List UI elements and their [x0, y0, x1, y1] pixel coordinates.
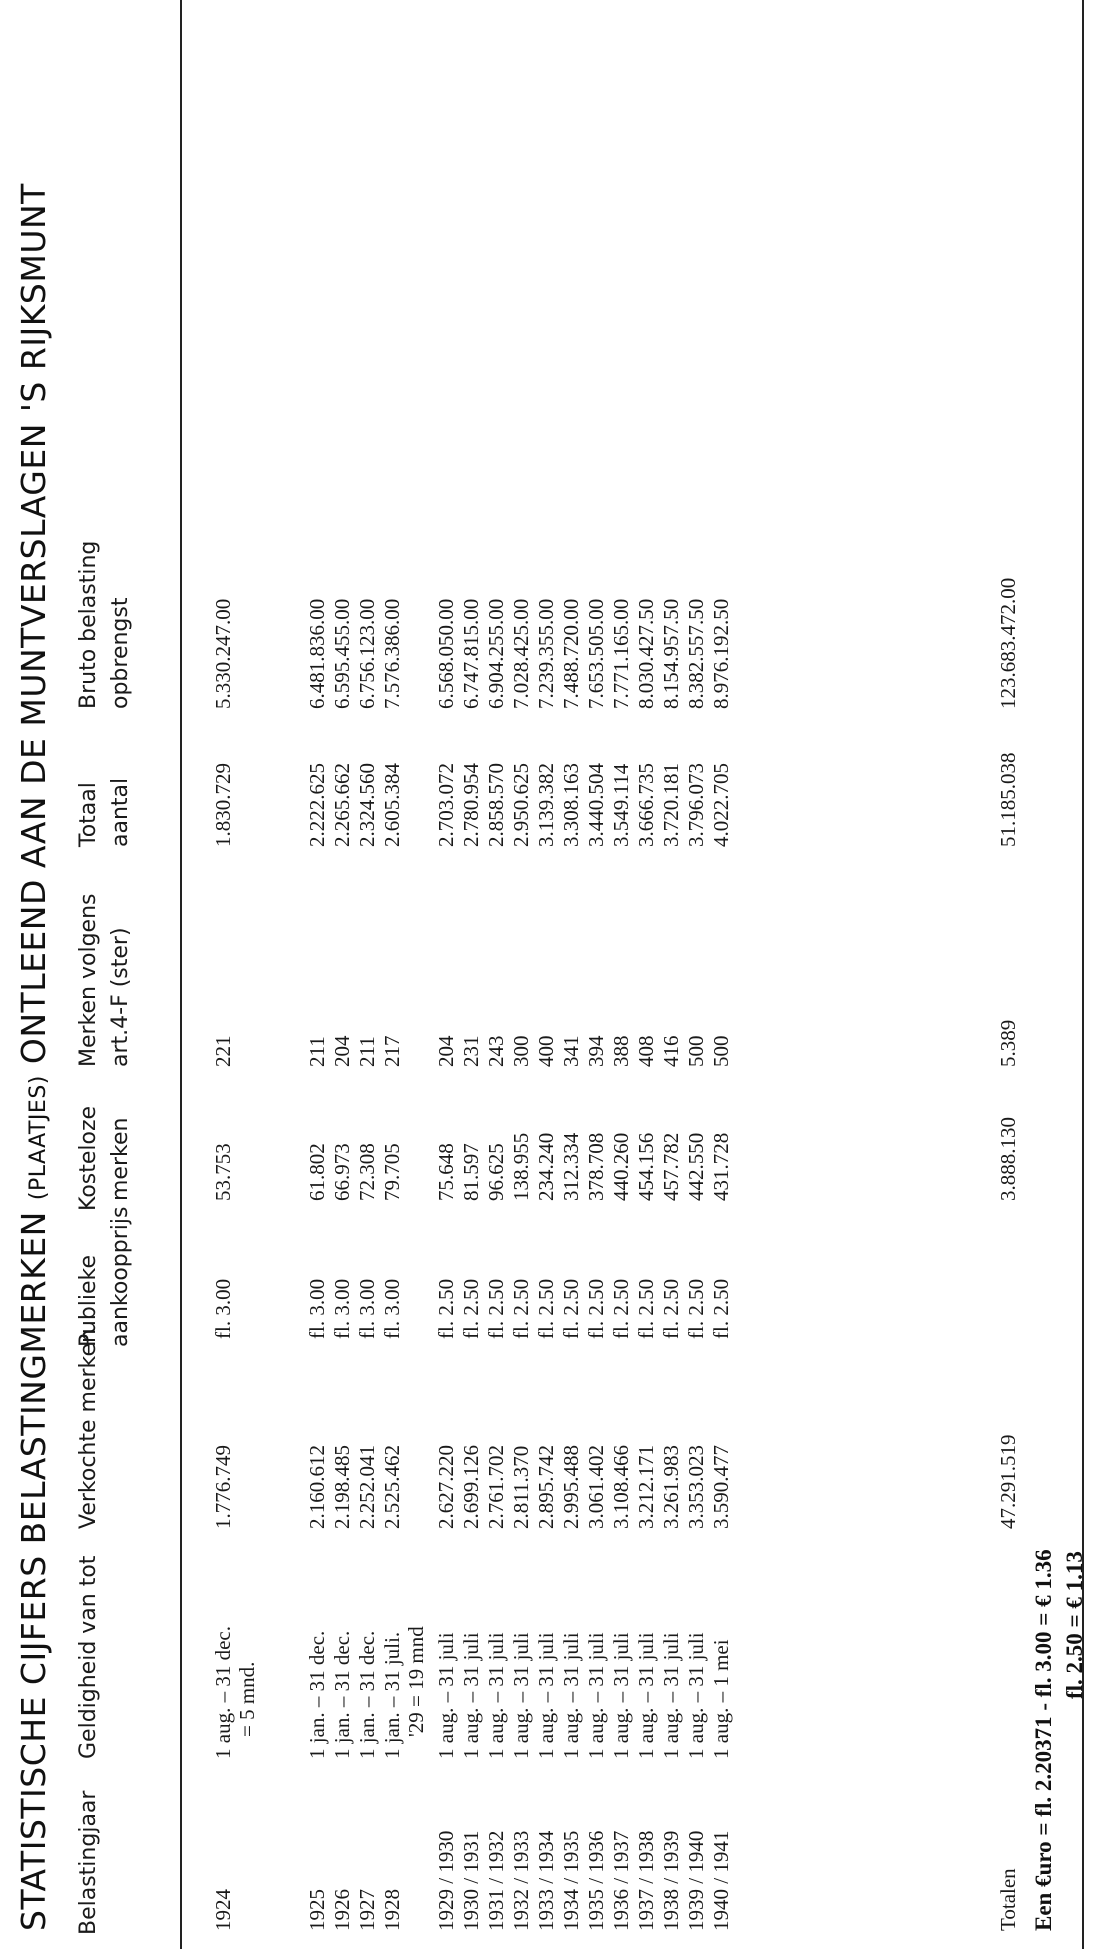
cell-validity: 1 aug. – 1 mei — [709, 1639, 733, 1759]
cell-total: 3.308.163 — [559, 763, 583, 847]
cell-year: 1926 — [330, 1889, 354, 1931]
cell-art: 416 — [659, 1035, 683, 1067]
cell-art: 500 — [709, 1035, 733, 1067]
cell-total: 1.830.729 — [211, 763, 235, 847]
cell-price: fl. 3.00 — [211, 1278, 235, 1339]
cell-total: 3.720.181 — [659, 763, 683, 847]
cell-free: 53.753 — [211, 1143, 235, 1201]
cell-sold: 2.811.370 — [509, 1445, 533, 1529]
cell-total: 2.780.954 — [459, 763, 483, 847]
cell-total: 2.703.072 — [434, 763, 458, 847]
cell-sold: 1.776.749 — [211, 1445, 235, 1529]
cell-price: fl. 3.00 — [355, 1278, 379, 1339]
cell-art: 221 — [211, 1035, 235, 1067]
cell-sold: 2.995.488 — [559, 1445, 583, 1529]
cell-total: 3.440.504 — [584, 763, 608, 847]
header-sold: Verkochte merken — [76, 1329, 101, 1529]
page-title — [14, 183, 53, 1931]
cell-sold: 3.061.402 — [584, 1445, 608, 1529]
cell-total: 3.549.114 — [609, 763, 633, 847]
cell-free: 81.597 — [459, 1143, 483, 1201]
cell-art: 204 — [434, 1035, 458, 1067]
cell-art: 341 — [559, 1035, 583, 1067]
cell-sold: 2.252.041 — [355, 1445, 379, 1529]
cell-free: 75.648 — [434, 1143, 458, 1201]
cell-validity-note: '29 = 19 mnd — [404, 1626, 428, 1737]
cell-price: fl. 2.50 — [609, 1278, 633, 1339]
cell-price: fl. 3.00 — [380, 1278, 404, 1339]
cell-gross: 7.653.505.00 — [584, 598, 608, 709]
cell-year: 1936 / 1937 — [609, 1830, 633, 1931]
cell-validity: 1 jan. – 31 dec. — [305, 1630, 329, 1759]
cell-validity-note: = 5 mnd. — [235, 1661, 259, 1737]
cell-validity: 1 aug. – 31 juli — [659, 1632, 683, 1759]
cell-free: 440.260 — [609, 1132, 633, 1201]
cell-free: 454.156 — [634, 1132, 658, 1201]
cell-sold: 3.590.477 — [709, 1445, 733, 1529]
cell-total: 2.950.625 — [509, 763, 533, 847]
cell-price: fl. 2.50 — [659, 1278, 683, 1339]
cell-gross: 7.771.165.00 — [609, 598, 633, 709]
totals-free: 3.888.130 — [996, 1117, 1020, 1201]
cell-validity: 1 aug. – 31 juli — [584, 1632, 608, 1759]
cell-year: 1924 — [211, 1889, 235, 1931]
cell-gross: 7.488.720.00 — [559, 598, 583, 709]
cell-free: 72.308 — [355, 1143, 379, 1201]
title-part-2: (PLAATJES) — [26, 1075, 51, 1201]
cell-total: 2.265.662 — [330, 763, 354, 847]
cell-gross: 6.756.123.00 — [355, 598, 379, 709]
cell-art: 204 — [330, 1035, 354, 1067]
header-free-2: merken — [108, 1117, 133, 1201]
cell-total: 3.796.073 — [684, 763, 708, 847]
cell-price: fl. 2.50 — [584, 1278, 608, 1339]
conversion-note-line-2: fl. 2.50 = € 1.13 — [1062, 1551, 1087, 1699]
cell-year: 1934 / 1935 — [559, 1830, 583, 1931]
cell-price: fl. 3.00 — [330, 1278, 354, 1339]
header-total-2: aantal — [108, 777, 133, 847]
cell-art: 388 — [609, 1035, 633, 1067]
cell-gross: 6.747.815.00 — [459, 598, 483, 709]
cell-sold: 2.198.485 — [330, 1445, 354, 1529]
totals-label: Totalen — [996, 1868, 1020, 1931]
cell-gross: 7.028.425.00 — [509, 598, 533, 709]
cell-free: 457.782 — [659, 1132, 683, 1201]
cell-gross: 8.154.957.50 — [659, 598, 683, 709]
cell-gross: 6.595.455.00 — [330, 598, 354, 709]
cell-year: 1927 — [355, 1889, 379, 1931]
cell-validity: 1 aug. – 31 juli — [509, 1632, 533, 1759]
cell-free: 378.708 — [584, 1132, 608, 1201]
cell-validity: 1 aug. – 31 juli — [534, 1632, 558, 1759]
cell-total: 2.858.570 — [484, 763, 508, 847]
cell-sold: 3.261.983 — [659, 1445, 683, 1529]
header-price-2: aankoopprijs — [108, 1206, 133, 1347]
cell-art: 400 — [534, 1035, 558, 1067]
cell-validity: 1 aug. – 31 dec. — [211, 1626, 235, 1759]
header-art-2: art.4-F (ster) — [108, 927, 133, 1067]
cell-year: 1931 / 1932 — [484, 1830, 508, 1931]
cell-year: 1930 / 1931 — [459, 1830, 483, 1931]
cell-validity: 1 aug. – 31 juli — [559, 1632, 583, 1759]
cell-validity: 1 aug. – 31 juli — [634, 1632, 658, 1759]
cell-year: 1928 — [380, 1889, 404, 1931]
cell-price: fl. 2.50 — [534, 1278, 558, 1339]
cell-free: 138.955 — [509, 1132, 533, 1201]
totals-art: 5.389 — [996, 1019, 1020, 1067]
header-year: Belastingjaar — [76, 1790, 101, 1935]
cell-year: 1937 / 1938 — [634, 1830, 658, 1931]
totals-sold: 47.291.519 — [996, 1434, 1020, 1529]
cell-year: 1935 / 1936 — [584, 1830, 608, 1931]
cell-gross: 7.576.386.00 — [380, 598, 404, 709]
cell-validity: 1 aug. – 31 juli — [609, 1632, 633, 1759]
cell-price: fl. 2.50 — [484, 1278, 508, 1339]
cell-sold: 3.108.466 — [609, 1445, 633, 1529]
cell-total: 2.605.384 — [380, 763, 404, 847]
cell-year: 1940 / 1941 — [709, 1830, 733, 1931]
cell-free: 79.705 — [380, 1143, 404, 1201]
cell-total: 2.324.560 — [355, 763, 379, 847]
cell-art: 408 — [634, 1035, 658, 1067]
cell-year: 1938 / 1939 — [659, 1830, 683, 1931]
header-validity: Geldigheid van tot — [76, 1555, 101, 1759]
cell-year: 1933 / 1934 — [534, 1830, 558, 1931]
cell-year: 1939 / 1940 — [684, 1830, 708, 1931]
top-rule — [180, 0, 182, 1949]
header-gross-2: opbrengst — [108, 597, 133, 709]
cell-sold: 3.212.171 — [634, 1445, 658, 1529]
cell-art: 211 — [305, 1036, 329, 1067]
cell-validity: 1 aug. – 31 juli — [484, 1632, 508, 1759]
cell-sold: 2.699.126 — [459, 1445, 483, 1529]
cell-free: 312.334 — [559, 1132, 583, 1201]
cell-sold: 3.353.023 — [684, 1445, 708, 1529]
header-gross-1: Bruto belasting — [76, 540, 101, 709]
cell-free: 66.973 — [330, 1143, 354, 1201]
cell-total: 3.666.735 — [634, 763, 658, 847]
cell-price: fl. 2.50 — [634, 1278, 658, 1339]
cell-gross: 5.330.247.00 — [211, 598, 235, 709]
cell-free: 234.240 — [534, 1132, 558, 1201]
totals-gross: 123.683.472.00 — [996, 577, 1020, 709]
cell-price: fl. 2.50 — [509, 1278, 533, 1339]
cell-art: 243 — [484, 1035, 508, 1067]
title-part-1: STATISTISCHE CIJFERS BELASTINGMERKEN — [14, 1211, 53, 1931]
cell-price: fl. 2.50 — [459, 1278, 483, 1339]
cell-sold: 2.160.612 — [305, 1445, 329, 1529]
cell-gross: 8.976.192.50 — [709, 598, 733, 709]
cell-art: 231 — [459, 1035, 483, 1067]
header-free-1: Kosteloze — [76, 1105, 101, 1211]
cell-total: 3.139.382 — [534, 763, 558, 847]
cell-year: 1925 — [305, 1889, 329, 1931]
cell-art: 300 — [509, 1035, 533, 1067]
cell-free: 96.625 — [484, 1143, 508, 1201]
cell-price: fl. 2.50 — [709, 1278, 733, 1339]
cell-price: fl. 2.50 — [684, 1278, 708, 1339]
cell-validity: 1 jan. – 31 dec. — [355, 1630, 379, 1759]
header-total-1: Totaal — [76, 782, 101, 847]
totals-total: 51.185.038 — [996, 752, 1020, 847]
cell-price: fl. 2.50 — [434, 1278, 458, 1339]
cell-sold: 2.895.742 — [534, 1445, 558, 1529]
cell-price: fl. 2.50 — [559, 1278, 583, 1339]
cell-gross: 6.481.836.00 — [305, 598, 329, 709]
cell-year: 1929 / 1930 — [434, 1830, 458, 1931]
cell-gross: 8.382.557.50 — [684, 598, 708, 709]
cell-price: fl. 3.00 — [305, 1278, 329, 1339]
cell-validity: 1 jan. – 31 juli. — [380, 1631, 404, 1759]
cell-gross: 6.568.050.00 — [434, 598, 458, 709]
cell-total: 4.022.705 — [709, 763, 733, 847]
cell-gross: 7.239.355.00 — [534, 598, 558, 709]
cell-free: 431.728 — [709, 1132, 733, 1201]
cell-year: 1932 / 1933 — [509, 1830, 533, 1931]
title-part-3: ONTLEEND AAN DE MUNTVERSLAGEN 'S RIJKSMUNT — [14, 183, 53, 1065]
cell-validity: 1 jan. – 31 dec. — [330, 1630, 354, 1759]
cell-validity: 1 aug. – 31 juli — [684, 1632, 708, 1759]
header-price-1: Publieke — [76, 1254, 101, 1347]
cell-sold: 2.761.702 — [484, 1445, 508, 1529]
cell-free: 61.802 — [305, 1143, 329, 1201]
header-art-1: Merken volgens — [76, 893, 101, 1067]
cell-free: 442.550 — [684, 1132, 708, 1201]
cell-art: 217 — [380, 1035, 404, 1067]
cell-gross: 8.030.427.50 — [634, 598, 658, 709]
cell-gross: 6.904.255.00 — [484, 598, 508, 709]
conversion-note-line-1: Een €uro = fl. 2.20371 - fl. 3.00 = € 1.36 — [1031, 1549, 1056, 1931]
cell-art: 394 — [584, 1035, 608, 1067]
cell-validity: 1 aug. – 31 juli — [459, 1632, 483, 1759]
cell-total: 2.222.625 — [305, 763, 329, 847]
cell-sold: 2.627.220 — [434, 1445, 458, 1529]
cell-art: 500 — [684, 1035, 708, 1067]
cell-validity: 1 aug. – 31 juli — [434, 1632, 458, 1759]
cell-sold: 2.525.462 — [380, 1445, 404, 1529]
cell-art: 211 — [355, 1036, 379, 1067]
